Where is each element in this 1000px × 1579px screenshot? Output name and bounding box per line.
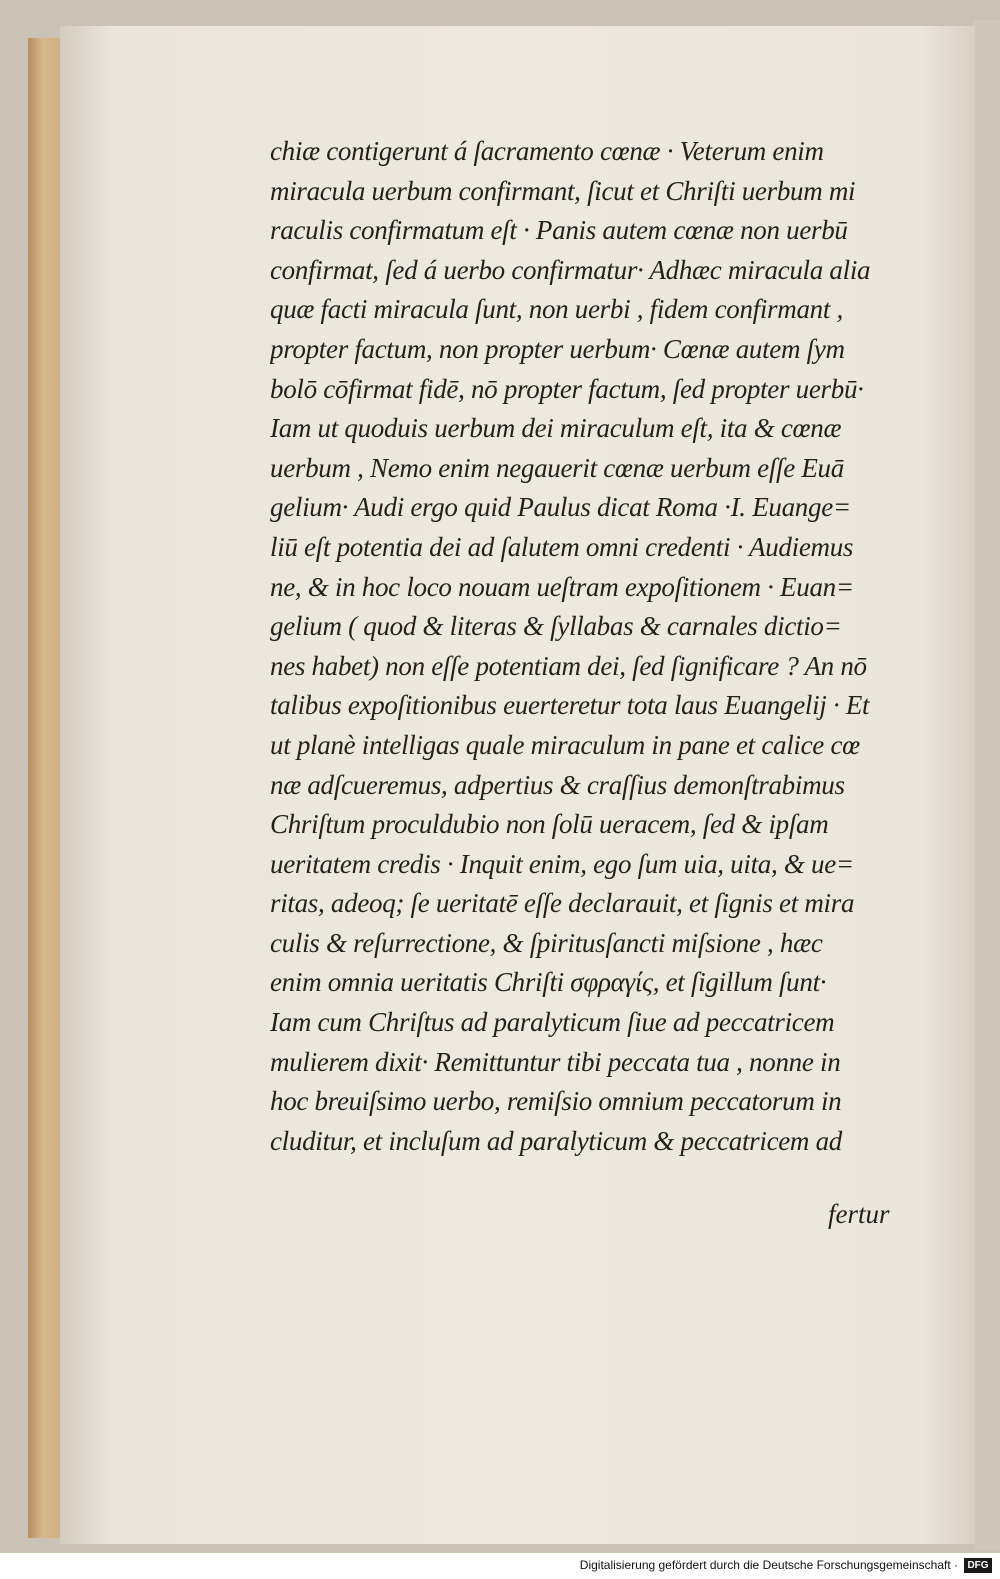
footer-bar: [0, 1553, 1000, 1579]
text-line: culis & reſurrectione, & ſpiritusſancti miſsione , hæc: [270, 927, 823, 958]
footer-credit: Digitalisierung gefördert durch die Deutsche Forschungsgemeinschaft ·: [579, 1558, 958, 1572]
text-line: ut planè intelligas quale miraculum in pane et calice cœ: [270, 729, 860, 760]
text-line: nes habet) non eſſe potentiam dei, ſed ſignificare ? An nō: [270, 650, 867, 681]
text-line: Chriſtum proculdubio non ſolū ueracem, ſed & ipſam: [270, 809, 829, 840]
text-line: hoc breuiſsimo uerbo, remiſsio omnium peccatorum in: [270, 1086, 842, 1117]
text-line: liū eſt potentia dei ad ſalutem omni credenti · Audiemus: [270, 531, 854, 562]
text-line: cluditur, et incluſum ad paralyticum & peccatricem ad: [270, 1125, 842, 1156]
book-edge-right: [974, 20, 1000, 1550]
text-line: uerbum , Nemo enim negauerit cœnæ uerbum eſſe Euā: [270, 452, 844, 483]
text-line: confirmat, ſed á uerbo confirmatur· Adhæc miracula alia: [270, 254, 871, 285]
text-line: chiæ contigerunt á ſacramento cœnæ · Veterum enim: [270, 136, 824, 166]
dfg-logo-icon: DFG: [964, 1558, 992, 1573]
book-edge-left: [28, 38, 62, 1538]
text-line: bolō cōfirmat fidē, nō propter factum, ſed propter uerbū·: [270, 373, 864, 404]
text-line: ueritatem credis · Inquit enim, ego ſum uia, uita, & ue=: [270, 848, 854, 879]
text-line: Iam cum Chriſtus ad paralyticum ſiue ad peccatricem: [270, 1007, 835, 1038]
text-line: talibus expoſitionibus euerteretur tota laus Euangelij · Et: [270, 690, 870, 721]
text-block: [270, 132, 940, 1161]
text-line: næ adſcueremus, adpertius & craſſius demonſtrabimus: [270, 769, 845, 800]
text-line: miracula uerbum confirmant, ſicut et Chriſti uerbum mi: [270, 175, 856, 206]
text-line: enim omnia ueritatis Chriſti σφραγίς, et ſigillum ſunt·: [270, 967, 827, 998]
text-line: mulierem dixit· Remittuntur tibi peccata tua , nonne in: [270, 1046, 841, 1077]
text-line: propter factum, non propter uerbum· Cœnæ autem ſym: [270, 333, 845, 364]
text-line: ritas, adeoq; ſe ueritatē eſſe declarauit, et ſignis et mira: [270, 888, 855, 919]
text-line: raculis confirmatum eſt · Panis autem cœnæ non uerbū: [270, 215, 848, 246]
text-line: gelium ( quod & literas & ſyllabas & carnales dictio=: [270, 611, 842, 642]
text-line: ne, & in hoc loco nouam ueſtram expoſitionem · Euan=: [270, 571, 854, 602]
text-line: gelium· Audi ergo quid Paulus dicat Roma ·I. Euange=: [270, 492, 851, 523]
text-line: Iam ut quoduis uerbum dei miraculum eſt, ita & cœnæ: [270, 413, 842, 444]
text-line: quæ facti miracula ſunt, non uerbi , fidem confirmant ,: [270, 294, 843, 325]
catchword: fertur: [828, 1199, 890, 1229]
